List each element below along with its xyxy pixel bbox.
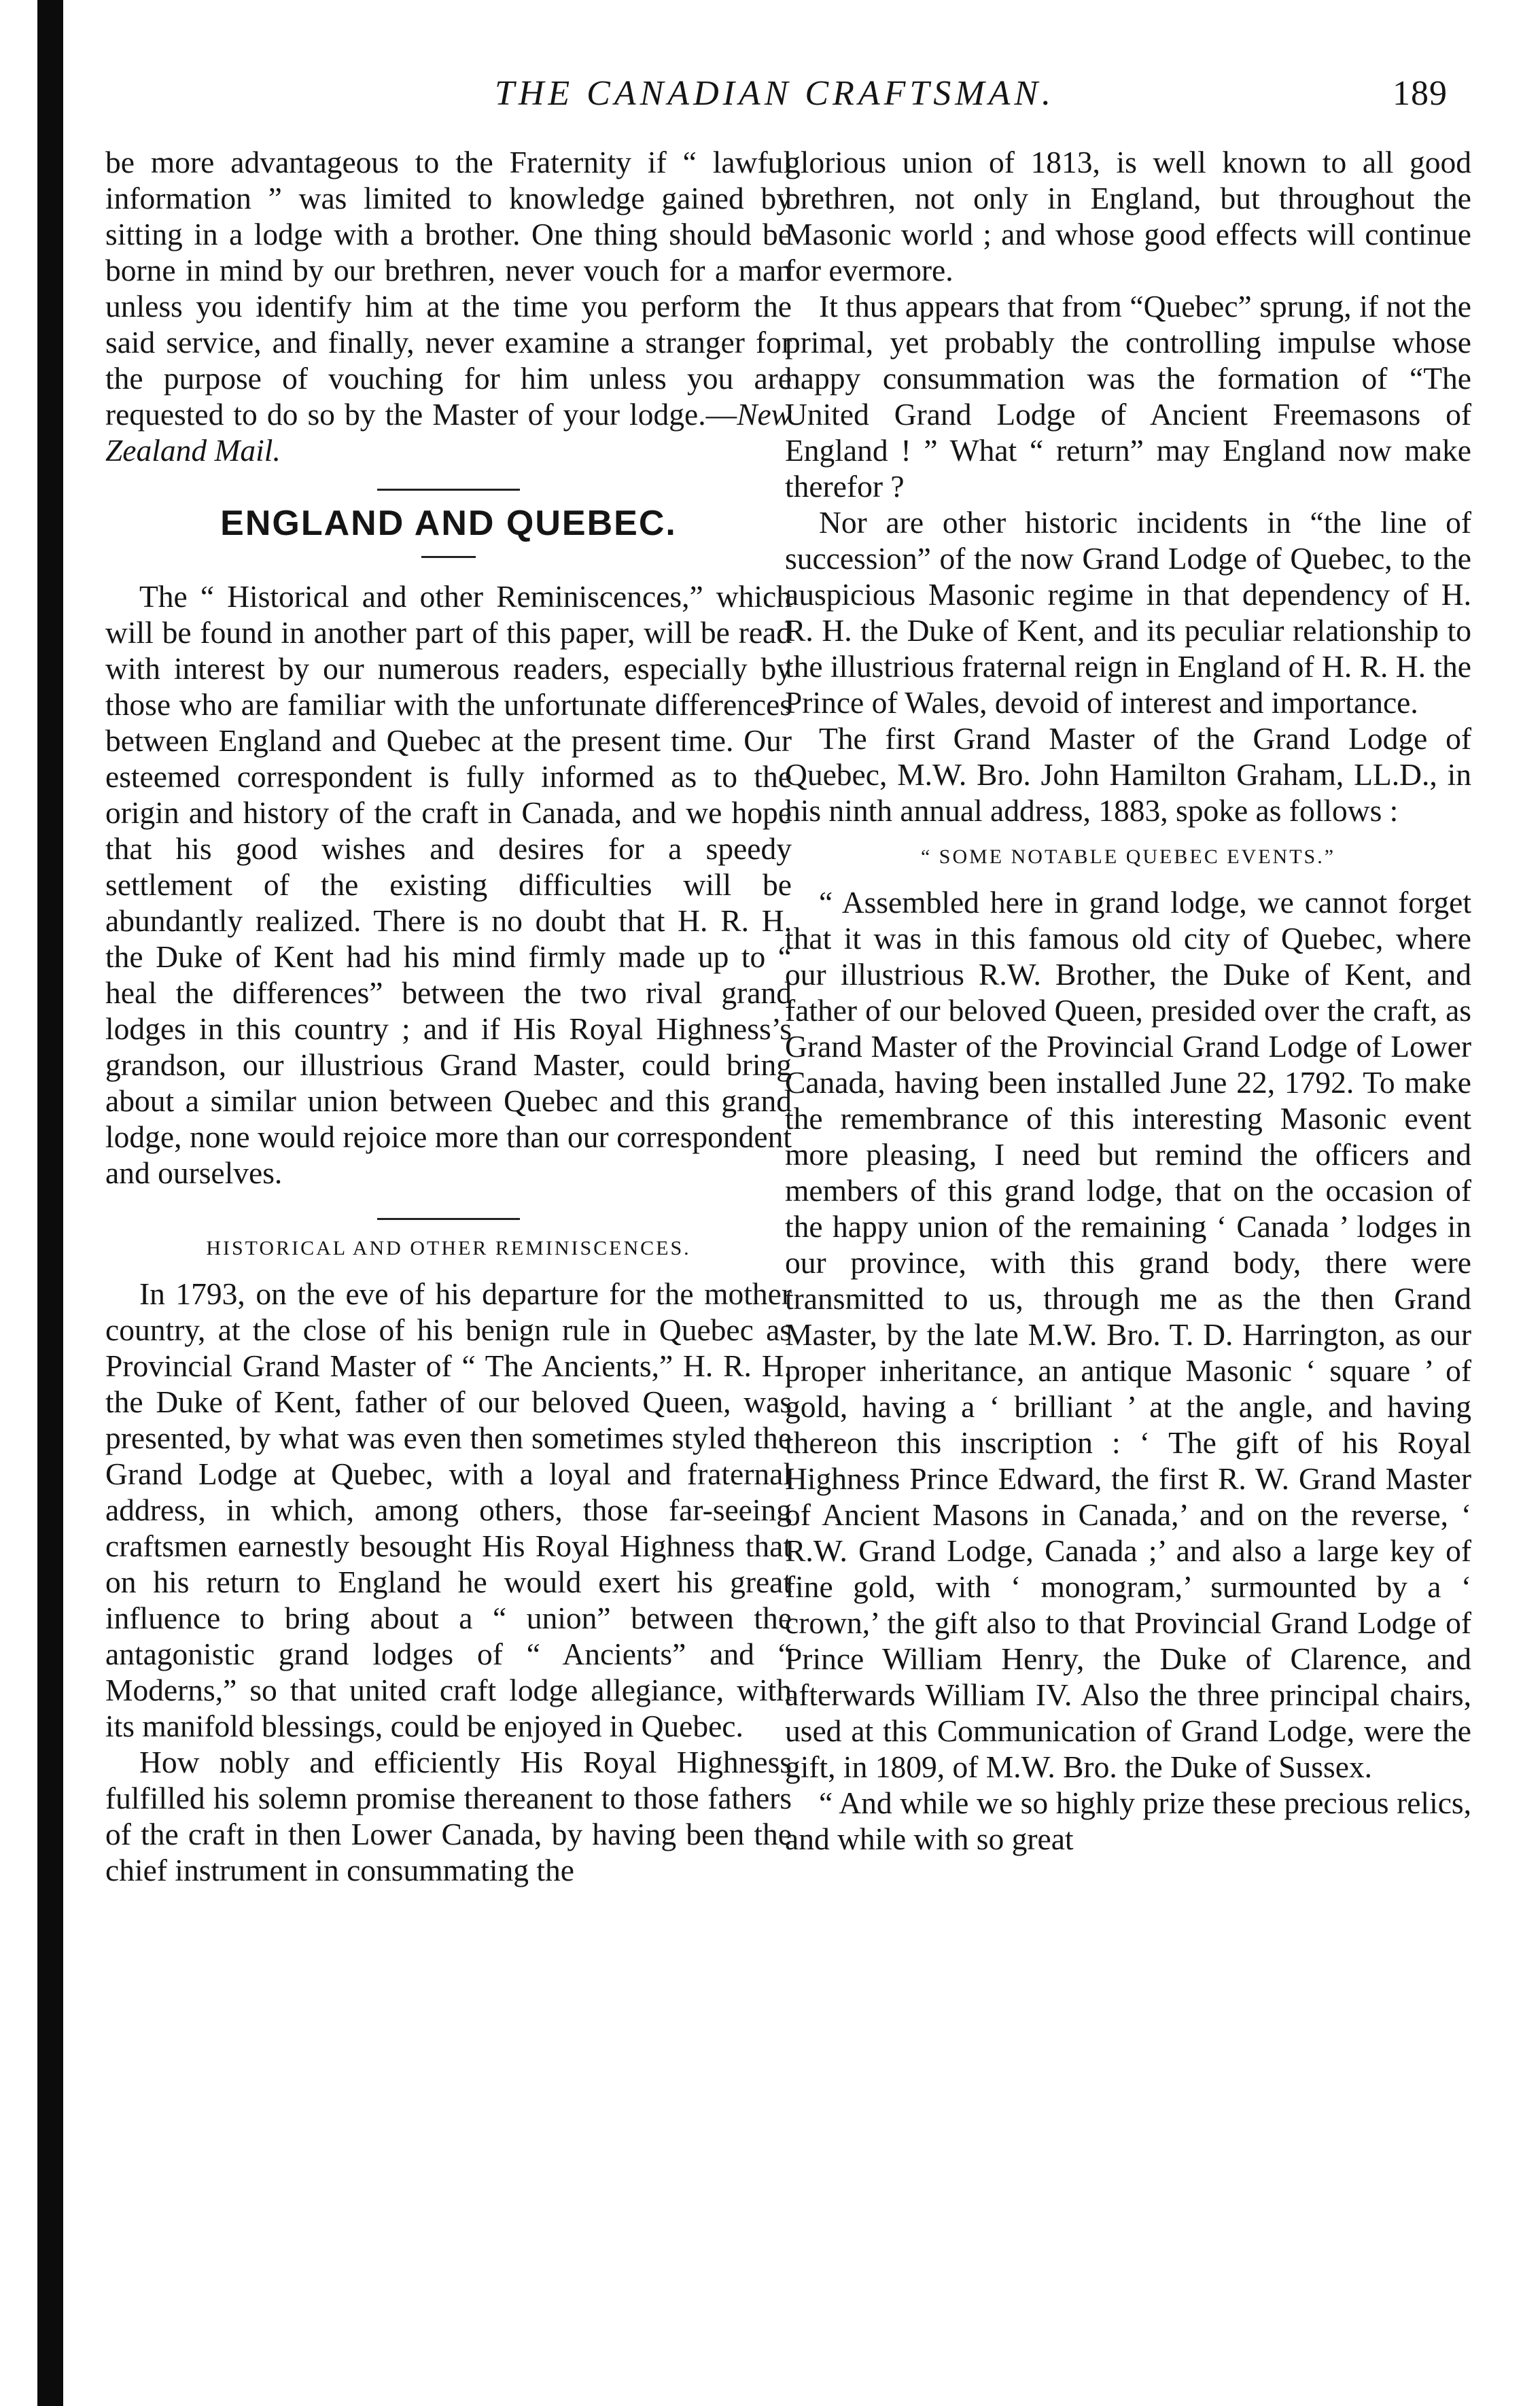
paragraph-union: glorious union of 1813, is well known to all good brethren, not only in England, but throughout the Masonic world ; and whose good effects will continue for evermore.: [785, 145, 1471, 287]
left-column: [105, 144, 792, 1888]
paragraph-thus: It thus appears that from “Quebec” sprung, if not the primal, yet probably the controlling impulse whose happy consummation was the formation of “The United Grand Lodge of Ancient Freemasons of England ! ” What “ return” may England now make therefor ?: [785, 289, 1471, 504]
page-number: 189: [1393, 74, 1448, 113]
subsection-heading: HISTORICAL AND OTHER REMINISCENCES.: [206, 1237, 691, 1259]
paragraph-intro-text: be more advantageous to the Fraternity if “ lawful information ” was limited to knowledge gained by sitting in a lodge with a brother. One thing should be borne in mind by our brethren, never vouch for a man unless you identify him at the time you perform the said service, and finally, never examine a stranger for the purpose of vouching for him unless you are requested to do so by the Master of your lodge.—: [105, 145, 792, 432]
running-header: [102, 73, 1448, 128]
scan-border: [37, 0, 63, 2406]
paragraph-england-quebec: The “ Historical and other Reminiscences,” which will be found in another part of this paper, will be read with interest by our numerous readers, especially by those who are familiar with the unfortunate differences between England and Quebec at the present time. Our esteemed correspondent is fully informed as to the origin and history of the craft in Canada, and we hope that his good wishes and desires for a speedy settlement of the existing difficulties will be abundantly realized. There is no doubt that H. R. H. the Duke of Kent had his mind firmly made up to “ heal the differences” between the two rival grand lodges in this country ; and if His Royal Highness’s grandson, our illustrious Grand Master, could bring about a similar union between Quebec and this grand lodge, none would rejoice more than our correspondent and ourselves.: [105, 579, 792, 1190]
paragraph-1793: In 1793, on the eve of his departure for the mother country, at the close of his benign rule in Quebec as Provincial Grand Master of “ The Ancients,” H. R. H. the Duke of Kent, father of our beloved Queen, was presented, by what was even then sometimes styled the Grand Lodge at Quebec, with a loyal and fraternal address, in which, among others, those far-seeing craftsmen earnestly besought His Royal Highness that on his return to England he would exert his great influence to bring about a “ union” between the antagonistic grand lodges of “ Ancients” and “ Moderns,” so that united craft lodge allegiance, with its manifold blessings, could be enjoyed in Quebec.: [105, 1276, 792, 1743]
paragraph-intro: [105, 144, 792, 468]
heading-divider: [421, 556, 476, 558]
paragraph-nor: Nor are other historic incidents in “the line of succession” of the now Grand Lodge of Quebec, to the auspicious Masonic regime in that dependency of H. R. H. the Duke of Kent, and its peculiar relationship to the illustrious fraternal reign in England of H. R. H. the Prince of Wales, devoid of interest and importance.: [785, 505, 1471, 720]
quote-heading: “ SOME NOTABLE QUEBEC EVENTS.”: [920, 845, 1336, 868]
article-heading: ENGLAND AND QUEBEC.: [220, 504, 677, 543]
paragraph-assembled: “ Assembled here in grand lodge, we cannot forget that it was in this famous old city of Quebec, where our illustrious R.W. Brother, the Duke of Kent, and father of our beloved Queen, presided over the craft, as Grand Master of the Provincial Grand Lodge of Lower Canada, having been installed June 22, 1792. To make the remembrance of this interesting Masonic event more pleasing, I need but remind the officers and members of this grand lodge, that on the occasion of the happy union of the remaining ‘ Canada ’ lodges in our province, with this grand body, there were transmitted to us, through me as the then Grand Master, by the late M.W. Bro. T. D. Harrington, as our proper inheritance, an antique Masonic ‘ square ’ of gold, having a ‘ brilliant ’ at the angle, and having thereon this inscription : ‘ The gift of his Royal Highness Prince Edward, the first R. W. Grand Master of Ancient Masons in Canada,’ and on the reverse, ‘ R.W. Grand Lodge, Canada ;’ and also a large key of fine gold, with ‘ monogram,’ surmounted by a ‘ crown,’ the gift also to that Provincial Grand Lodge of Prince William Henry, the Duke of Clarence, and afterwards William IV. Also the three principal chairs, used at this Communication of Grand Lodge, were the gift, in 1809, of M.W. Bro. the Duke of Sussex.: [785, 885, 1471, 1784]
paragraph-while: “ And while we so highly prize these precious relics, and while with so great: [785, 1785, 1471, 1856]
section-divider: [377, 1218, 520, 1220]
journal-title: THE CANADIAN CRAFTSMAN.: [494, 74, 1055, 113]
source-citation: New Zealand Mail.: [105, 397, 792, 468]
section-divider: [377, 489, 520, 491]
paragraph-nobly: How nobly and efficiently His Royal Highness fulfilled his solemn promise thereanent to those fathers of the craft in then Lower Canada, by having been the chief instrument in consummating the: [105, 1745, 792, 1887]
paragraph-first-grand-master: The first Grand Master of the Grand Lodge of Quebec, M.W. Bro. John Hamilton Graham, LL.D., in his ninth annual address, 1883, spoke as follows :: [785, 721, 1471, 828]
right-column: [785, 144, 1471, 1857]
